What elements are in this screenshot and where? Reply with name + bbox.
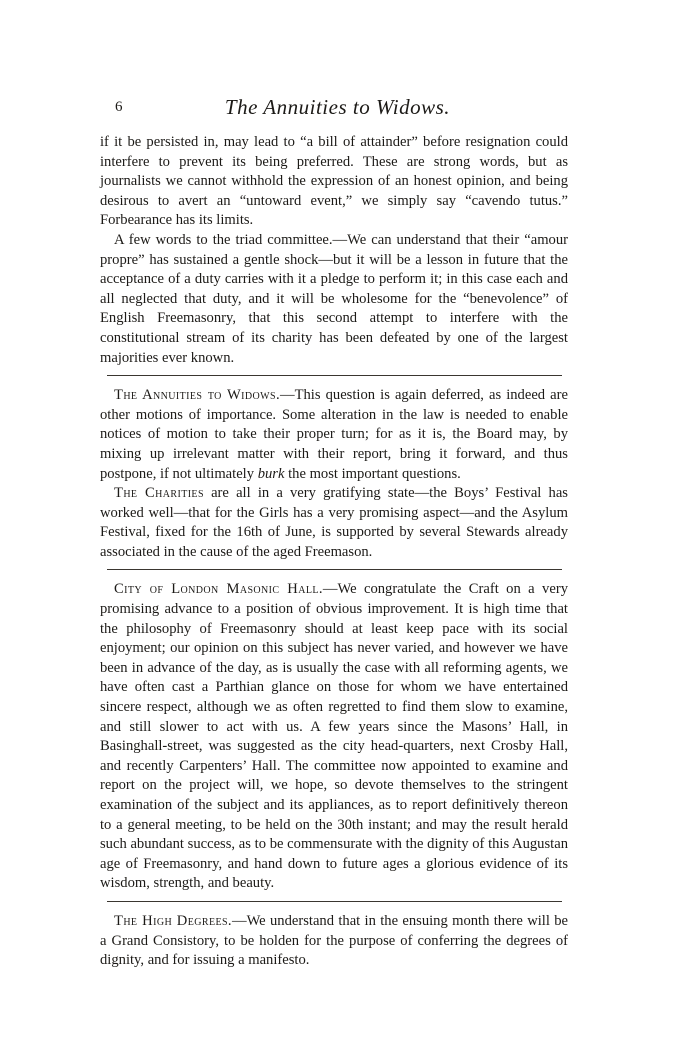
section-divider [107, 375, 562, 376]
page-number: 6 [115, 99, 123, 115]
paragraph-annuities [100, 386, 568, 484]
paragraph-attainder [100, 133, 568, 231]
section-heading: The Annuities to Widows. [114, 387, 280, 404]
paragraph-text: A few words to the triad committee.—We can understand that their “amour propre” has sustained a gentle shock—but it will be a lesson in future that the acceptance of a duty carries with it a pledge to perform it; in this case each and all neglected that duty, and it will be wholesome for the “benevolence” of English Freemasonry, that this second attempt to interfere with the constitutional stream of its charity has been defeated by one of the largest majorities ever known. [100, 231, 568, 366]
paragraph-high-degrees [100, 912, 568, 971]
section-heading: City of London Masonic Hall. [114, 581, 323, 598]
paragraph-triad-committee [100, 231, 568, 368]
paragraph-text: the most important questions. [284, 465, 461, 482]
paragraph-text: —We congratulate the Craft on a very promising advance to a position of obvious improvement. It is high time that the philosophy of Freemasonry should at least keep pace with its social enjoyment; our opinion on this subject has never varied, and however we have been in advance of the day, as is usually the case with all reforming agents, we have often cast a Parthian glance on those for whom we have entertained sincere respect, although we as often regretted to find them slow to examine, and still slower to act with us. A few years since the Masons’ Hall, in Basinghall-street, was suggested as the city head-quarters, next Crosby Hall, and recently Carpenters’ Hall. The committee now appointed to examine and report on the project will, we hope, so devote themselves to the stringent examination of the subject and its appliances, as to report definitively thereon to a general meeting, to be held on the 30th instant; and may the result herald such abundant success, as to be commensurate with the dignity of this Augustan age of Freemasonry, and hand down to future ages a glorious evidence of its wisdom, strength, and beauty. [100, 581, 568, 892]
section-divider [107, 901, 562, 902]
running-title: The Annuities to Widows. [224, 95, 451, 119]
emphasized-word: burk [257, 465, 285, 482]
section-heading: The Charities [114, 485, 204, 502]
section-heading: The High Degrees. [114, 912, 232, 929]
paragraph-charities [100, 484, 568, 562]
paragraph-text: —This question is again deferred, as indeed are other motions of importance. Some alteration in the law is needed to enable notices of motion to take their proper turn; for as it is, the Board may, by mixing up irrelevant matter with their report, bring it forward, and thus postpone, if not ultimately [100, 387, 568, 482]
article-body [100, 133, 568, 971]
paragraph-text: are all in a very gratifying state—the Boys’ Festival has worked well—that for the Girls has a very promising aspect—and the Asylum Festival, fixed for the 16th of June, is supported by several Stewards already associated in the cause of the aged Freemason. [100, 485, 568, 560]
paragraph-text: if it be persisted in, may lead to “a bill of attainder” before resignation could interfere to prevent its being preferred. These are strong words, but as journalists we cannot withhold the expression of an honest opinion, and being desirous to avert an “untoward event,” we simply say “cavendo tutus.” Forbearance has its limits. [100, 134, 568, 229]
paragraph-masonic-hall [100, 580, 568, 894]
section-divider [107, 569, 562, 570]
paragraph-text: —We understand that in the ensuing month there will be a Grand Consistory, to be holden for the purpose of conferring the degrees of dignity, and for issuing a manifesto. [100, 912, 569, 969]
